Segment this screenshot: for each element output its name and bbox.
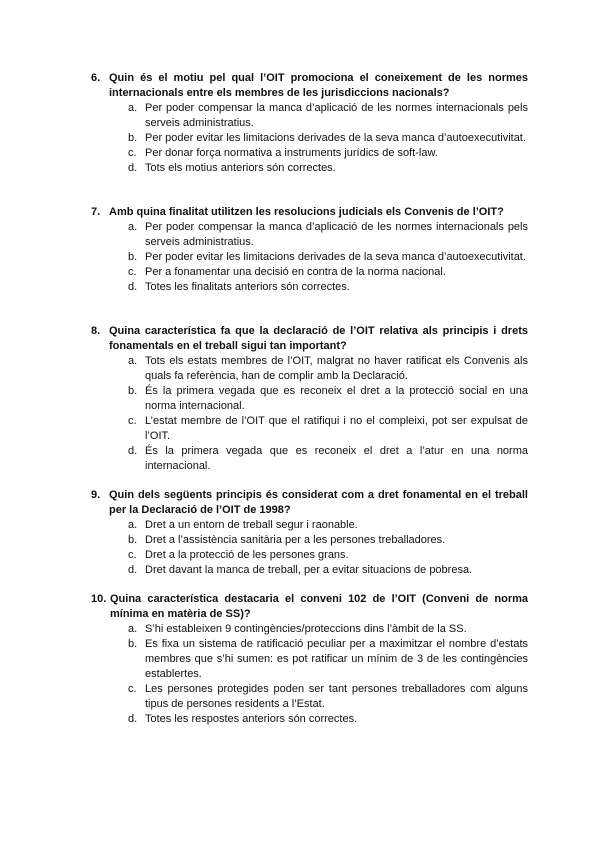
- answer-option: [128, 146, 528, 161]
- question-number: 8.: [91, 325, 101, 337]
- answer-letter: d.: [128, 445, 138, 457]
- answer-option: [128, 682, 528, 712]
- answer-letter: a.: [128, 623, 138, 635]
- question-10: [91, 592, 528, 727]
- answer-text: Dret a la protecció de les persones grans.: [145, 549, 349, 561]
- answer-text: Per poder compensar la manca d’aplicació de les normes internacionals pels serveis administratius.: [145, 102, 528, 129]
- question-number: 10.: [91, 593, 107, 605]
- answer-text: Per poder evitar les limitacions derivades de la seva manca d’autoexecutivitat.: [145, 132, 526, 144]
- question-8: [91, 324, 528, 474]
- answer-text: Dret davant la manca de treball, per a evitar situacions de pobresa.: [145, 564, 473, 576]
- answer-option: [128, 444, 528, 474]
- answer-option: [128, 533, 528, 548]
- answer-list: [91, 354, 528, 474]
- answer-option: [128, 250, 528, 265]
- answer-text: Tots els motius anteriors són correctes.: [145, 162, 336, 174]
- answer-option: [128, 548, 528, 563]
- answer-text: Per a fonamentar una decisió en contra de la norma nacional.: [145, 266, 446, 278]
- answer-letter: d.: [128, 564, 138, 576]
- answer-letter: a.: [128, 102, 138, 114]
- answer-option: [128, 280, 528, 295]
- question-text: Quina característica fa que la declaració de l’OIT relativa als principis i drets fonamentals en el treball sigui tan important?: [109, 325, 528, 352]
- answer-option: [128, 637, 528, 682]
- answer-letter: a.: [128, 355, 138, 367]
- answer-list: [91, 622, 528, 727]
- question-number: 9.: [91, 489, 101, 501]
- answer-letter: c.: [128, 147, 137, 159]
- question-text: Amb quina finalitat utilitzen les resolucions judicials els Convenis de l’OIT?: [109, 206, 504, 218]
- answer-letter: b.: [128, 132, 138, 144]
- question-heading: [91, 488, 528, 518]
- question-text: Quin dels següents principis és considerat com a dret fonamental en el treball per la Declaració de l’OIT de 1998?: [109, 489, 528, 516]
- answer-option: [128, 161, 528, 176]
- question-6: [91, 71, 528, 176]
- answer-letter: d.: [128, 162, 138, 174]
- question-7: [91, 205, 528, 295]
- question-9: [91, 488, 528, 578]
- answer-text: Es fixa un sistema de ratificació peculiar per a maximitzar el nombre d’estats membres que s’hi sumen: es pot ratificar un mínim de 3 de les contingències establertes.: [145, 638, 528, 680]
- answer-text: L’estat membre de l’OIT que el ratifiqui i no el compleixi, pot ser expulsat de l’OIT.: [145, 415, 528, 442]
- answer-text: Totes les respostes anteriors són correctes.: [145, 713, 358, 725]
- answer-letter: b.: [128, 638, 138, 650]
- answer-letter: c.: [128, 683, 137, 695]
- answer-text: Tots els estats membres de l’OIT, malgrat no haver ratificat els Convenis als quals fa referència, han de complir amb la Declaració.: [145, 355, 528, 382]
- answer-text: S’hi estableixen 9 contingències/proteccions dins l’àmbit de la SS.: [145, 623, 467, 635]
- answer-text: És la primera vegada que es reconeix el dret a la protecció social en una norma internacional.: [145, 385, 528, 412]
- answer-text: És la primera vegada que es reconeix el dret a l’atur en una norma internacional.: [145, 445, 528, 472]
- answer-list: [91, 518, 528, 578]
- answer-letter: c.: [128, 266, 137, 278]
- answer-option: [128, 131, 528, 146]
- answer-text: Totes les finalitats anteriors són correctes.: [145, 281, 350, 293]
- question-text: Quin és el motiu pel qual l’OIT promociona el coneixement de les normes internacionals entre els membres de les jurisdiccions nacionals?: [109, 72, 528, 99]
- answer-letter: b.: [128, 251, 138, 263]
- answer-letter: b.: [128, 534, 138, 546]
- answer-option: [128, 563, 528, 578]
- answer-option: [128, 384, 528, 414]
- answer-list: [91, 220, 528, 295]
- answer-text: Les persones protegides poden ser tant persones treballadores com alguns tipus de persones residents a l’Estat.: [145, 683, 528, 710]
- answer-letter: a.: [128, 519, 138, 531]
- answer-list: [91, 101, 528, 176]
- answer-option: [128, 220, 528, 250]
- answer-text: Per donar força normativa a instruments jurídics de soft-law.: [145, 147, 438, 159]
- answer-option: [128, 414, 528, 444]
- question-heading: [91, 205, 528, 220]
- answer-option: [128, 712, 528, 727]
- answer-letter: b.: [128, 385, 138, 397]
- answer-letter: d.: [128, 281, 138, 293]
- answer-text: Per poder evitar les limitacions derivades de la seva manca d’autoexecutivitat.: [145, 251, 526, 263]
- answer-option: [128, 354, 528, 384]
- answer-option: [128, 101, 528, 131]
- answer-letter: c.: [128, 549, 137, 561]
- answer-text: Dret a un entorn de treball segur i raonable.: [145, 519, 358, 531]
- question-heading: [91, 71, 528, 101]
- answer-option: [128, 518, 528, 533]
- answer-letter: d.: [128, 713, 138, 725]
- answer-letter: a.: [128, 221, 138, 233]
- question-number: 7.: [91, 206, 101, 218]
- question-heading: [91, 324, 528, 354]
- answer-text: Dret a l’assistència sanitària per a les persones treballadores.: [145, 534, 446, 546]
- question-text: Quina característica destacaria el conveni 102 de l’OIT (Conveni de norma mínima en matèria de SS)?: [110, 593, 528, 620]
- answer-text: Per poder compensar la manca d’aplicació de les normes internacionals pels serveis administratius.: [145, 221, 528, 248]
- question-number: 6.: [91, 72, 101, 84]
- answer-letter: c.: [128, 415, 137, 427]
- answer-option: [128, 622, 528, 637]
- answer-option: [128, 265, 528, 280]
- question-heading: [91, 592, 528, 622]
